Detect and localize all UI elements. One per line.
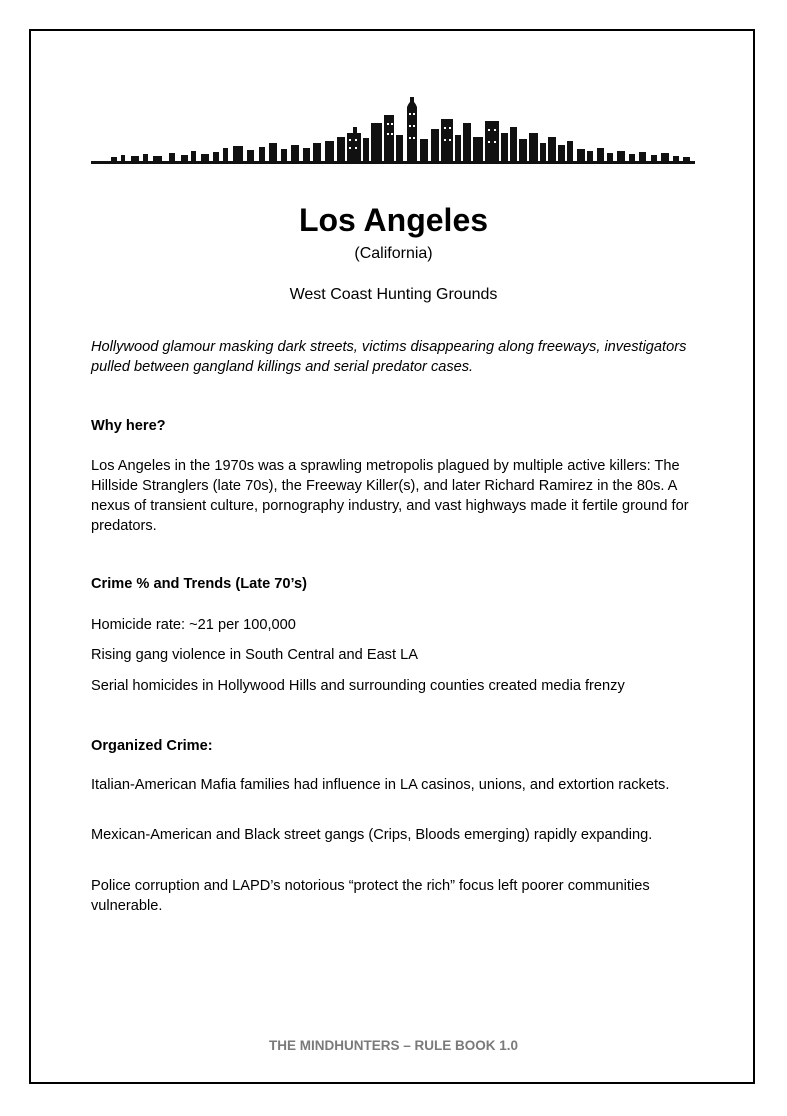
page-subtitle: (California) xyxy=(354,245,433,262)
crime-trend-item: Rising gang violence in South Central and East LA xyxy=(91,647,418,663)
organized-crime-item: Police corruption and LAPD’s notorious “protect the rich” focus left poorer communities vulnerable. xyxy=(91,878,650,914)
section-heading-why-here: Why here? xyxy=(91,418,166,434)
organized-crime-item: Mexican-American and Black street gangs (Crips, Bloods emerging) rapidly expanding. xyxy=(91,827,653,843)
organized-crime-item: Italian-American Mafia families had influence in LA casinos, unions, and extortion rackets. xyxy=(91,777,670,793)
section-heading-organized-crime: Organized Crime: xyxy=(91,738,213,754)
page-border xyxy=(29,29,755,1084)
why-here-paragraph: Los Angeles in the 1970s was a sprawling metropolis plagued by multiple active killers: The Hillside Stranglers (late 70s), the Freeway Killer(s), and later Richard Ramirez in the 80s. A nexus of transient culture, pornography industry, and vast highways made it fertile ground for predators. xyxy=(91,458,689,534)
section-heading-crime-trends: Crime % and Trends (Late 70’s) xyxy=(91,576,307,592)
page-title: Los Angeles xyxy=(298,202,489,238)
page-tagline: West Coast Hunting Grounds xyxy=(289,286,498,303)
intro-paragraph: Hollywood glamour masking dark streets, victims disappearing along freeways, investigators pulled between gangland killings and serial predator cases. xyxy=(91,339,687,375)
page-footer: THE MINDHUNTERS – RULE BOOK 1.0 xyxy=(268,1038,519,1053)
crime-trend-item: Serial homicides in Hollywood Hills and surrounding counties created media frenzy xyxy=(91,678,625,694)
crime-trend-item: Homicide rate: ~21 per 100,000 xyxy=(91,617,296,633)
city-skyline-image xyxy=(91,93,695,168)
